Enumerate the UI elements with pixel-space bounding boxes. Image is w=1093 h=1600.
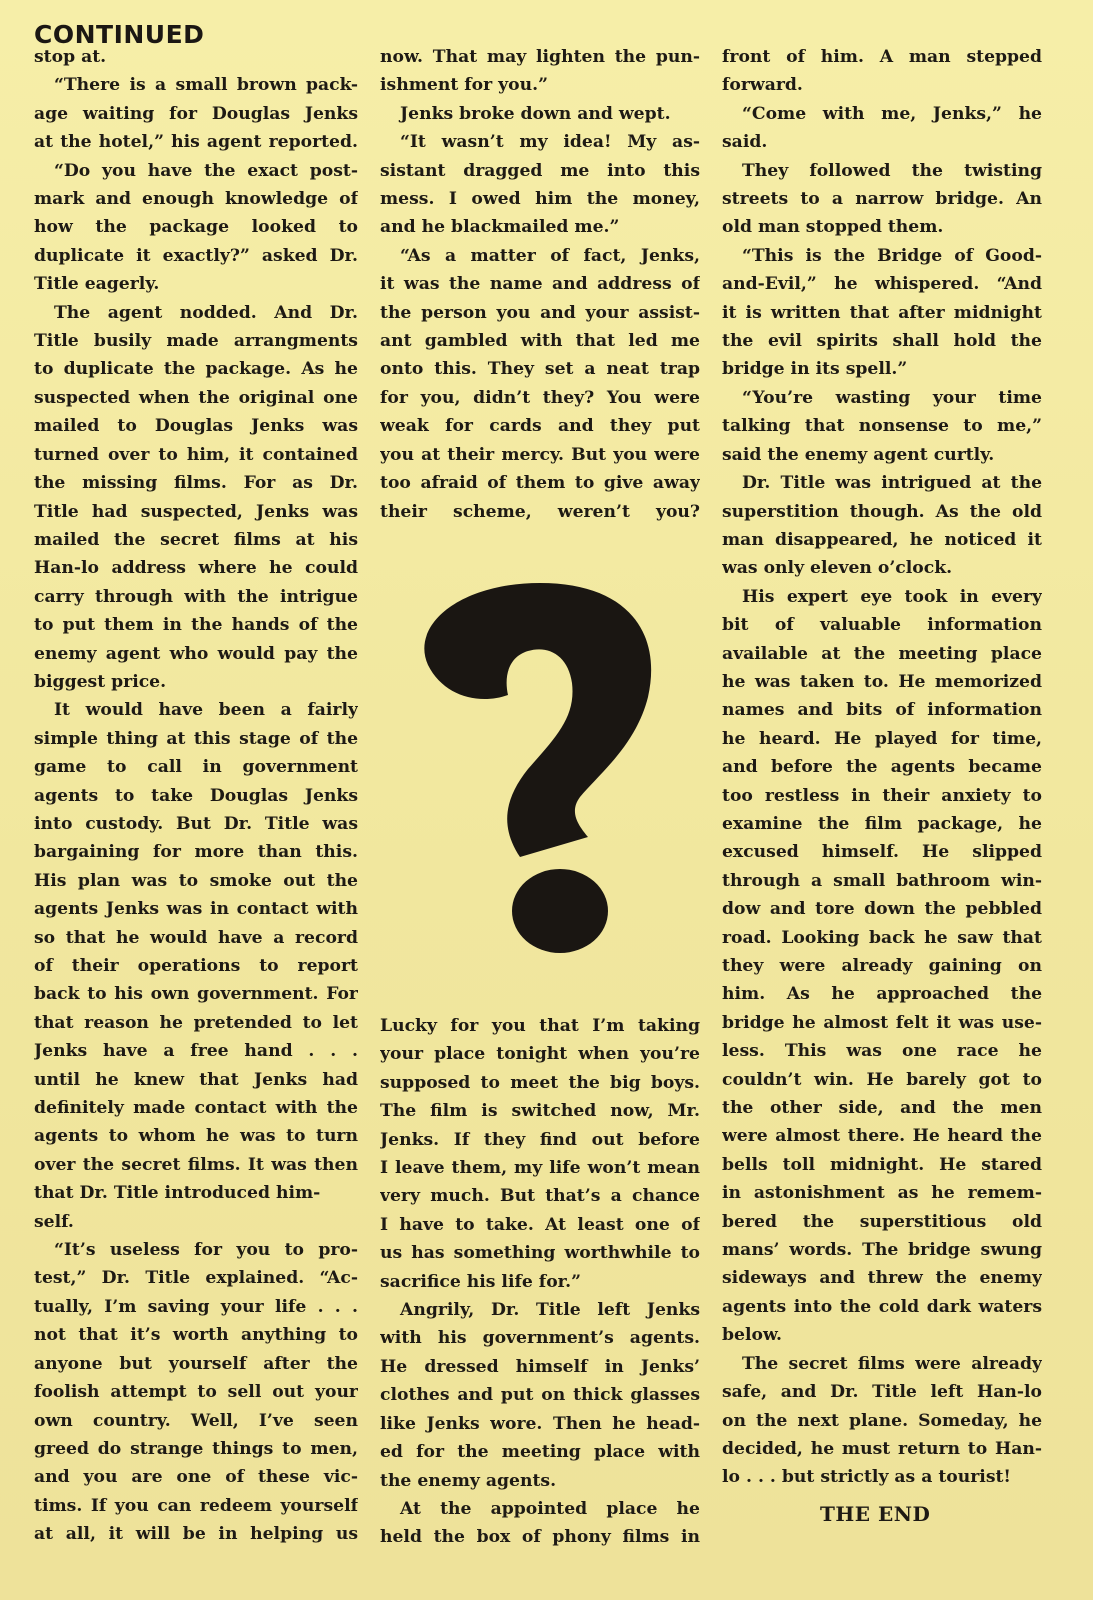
text-line: at all, it will be in helping us bbox=[34, 1524, 358, 1545]
question-mark-hook bbox=[424, 583, 651, 857]
text-line: bridge he almost felt it was use- bbox=[722, 1012, 1042, 1033]
text-line: tually, I’m saving your life . . . bbox=[34, 1296, 358, 1317]
text-line: The film is switched now, Mr. bbox=[380, 1101, 700, 1122]
text-line: agents to whom he was to turn bbox=[34, 1126, 358, 1147]
text-line: and he blackmailed me.” bbox=[380, 217, 620, 238]
text-line: it is written that after midnight bbox=[722, 302, 1042, 323]
text-line: names and bits of information bbox=[722, 700, 1042, 721]
column-left bbox=[34, 43, 358, 1549]
text-line: biggest price. bbox=[34, 671, 167, 692]
text-line: “Come with me, Jenks,” he bbox=[742, 103, 1042, 124]
text-line: greed do strange things to men, bbox=[34, 1438, 358, 1459]
text-line: bargaining for more than this. bbox=[34, 842, 358, 863]
text-line: Lucky for you that I’m taking bbox=[380, 1016, 700, 1036]
text-line: the other side, and the men bbox=[722, 1098, 1042, 1119]
text-line: lo . . . but strictly as a tourist! bbox=[722, 1467, 1011, 1488]
continued-heading: CONTINUED bbox=[34, 20, 205, 49]
text-line: they were already gaining on bbox=[722, 956, 1042, 976]
text-line: not that it’s worth anything to bbox=[34, 1325, 358, 1346]
text-line: “It wasn’t my idea! My as- bbox=[400, 132, 700, 153]
text-line: you at their mercy. But you were bbox=[380, 444, 700, 465]
text-line: bridge in its spell.” bbox=[722, 359, 908, 380]
text-line: mark and enough knowledge of bbox=[34, 189, 358, 210]
text-line: “This is the Bridge of Good- bbox=[742, 245, 1042, 266]
text-line: mailed to Douglas Jenks was bbox=[34, 416, 358, 437]
text-line: agents Jenks was in contact with bbox=[34, 899, 358, 920]
text-line: said the enemy agent curtly. bbox=[722, 444, 995, 465]
text-line: ed for the meeting place with bbox=[380, 1442, 700, 1463]
text-line: His plan was to smoke out the bbox=[34, 870, 358, 891]
text-line: superstition though. As the old bbox=[722, 501, 1042, 522]
text-line: safe, and Dr. Title left Han-lo bbox=[722, 1382, 1042, 1403]
text-line: less. This was one race he bbox=[722, 1041, 1042, 1062]
text-line: talking that nonsense to me,” bbox=[722, 416, 1042, 437]
text-line: how the package looked to bbox=[34, 217, 358, 238]
text-line: through a small bathroom win- bbox=[722, 870, 1042, 891]
text-line: like Jenks wore. Then he head- bbox=[380, 1413, 700, 1434]
text-line: “As a matter of fact, Jenks, bbox=[400, 245, 700, 266]
text-line: definitely made contact with the bbox=[34, 1098, 358, 1119]
text-line: agents into the cold dark waters bbox=[722, 1296, 1042, 1317]
text-line: enemy agent who would pay the bbox=[34, 643, 358, 664]
text-line: said. bbox=[722, 132, 768, 153]
text-line: below. bbox=[722, 1325, 782, 1346]
column-right bbox=[722, 43, 1042, 1492]
text-line: simple thing at this stage of the bbox=[34, 728, 358, 749]
text-line: ishment for you.” bbox=[380, 75, 548, 96]
text-line: “There is a small brown pack- bbox=[54, 75, 358, 96]
text-line: Han-lo address where he could bbox=[34, 558, 358, 579]
text-line: your place tonight when you’re bbox=[380, 1044, 700, 1065]
text-line: at the hotel,” his agent reported. bbox=[34, 132, 358, 153]
text-line: stop at. bbox=[34, 47, 107, 67]
text-line: very much. But that’s a chance bbox=[380, 1186, 700, 1207]
text-line: Title had suspected, Jenks was bbox=[34, 501, 358, 522]
question-mark-dot bbox=[512, 869, 608, 953]
text-line: so that he would have a record bbox=[34, 927, 358, 948]
text-line: anyone but yourself after the bbox=[34, 1353, 358, 1374]
text-line: him. As he approached the bbox=[722, 984, 1042, 1005]
text-line: bells toll midnight. He stared bbox=[722, 1154, 1042, 1175]
text-line: mans’ words. The bridge swung bbox=[722, 1240, 1042, 1261]
text-line: of their operations to report bbox=[34, 956, 358, 976]
column-middle-bottom bbox=[380, 1012, 700, 1552]
text-line: game to call in government bbox=[34, 757, 358, 778]
text-line: supposed to meet the big boys. bbox=[380, 1072, 700, 1093]
text-line: “It’s useless for you to pro- bbox=[54, 1240, 358, 1261]
text-line: ant gambled with that led me bbox=[380, 331, 700, 352]
text-line: examine the film package, he bbox=[722, 813, 1042, 834]
text-line: too afraid of them to give away bbox=[380, 473, 700, 494]
text-line: forward. bbox=[722, 75, 803, 96]
the-end-label: THE END bbox=[820, 1502, 931, 1526]
text-line: weak for cards and they put bbox=[380, 416, 700, 437]
text-line: road. Looking back he saw that bbox=[722, 927, 1042, 948]
text-line: Title eagerly. bbox=[34, 274, 160, 295]
text-line: old man stopped them. bbox=[722, 217, 944, 238]
text-line: the evil spirits shall hold the bbox=[722, 331, 1042, 352]
text-line: it was the name and address of bbox=[380, 274, 700, 295]
text-line: on the next plane. Someday, he bbox=[722, 1410, 1042, 1431]
text-line: The agent nodded. And Dr. bbox=[54, 302, 358, 323]
text-line: They followed the twisting bbox=[742, 160, 1042, 181]
text-line: over the secret films. It was then bbox=[34, 1154, 358, 1175]
text-line: The secret films were already bbox=[742, 1353, 1042, 1374]
text-line: back to his own government. For bbox=[34, 984, 358, 1005]
text-line: sacrifice his life for.” bbox=[380, 1271, 582, 1292]
text-line: and before the agents became bbox=[722, 757, 1042, 778]
text-line: self. bbox=[34, 1211, 74, 1232]
text-line: the enemy agents. bbox=[380, 1470, 557, 1491]
text-line: the missing films. For as Dr. bbox=[34, 473, 358, 494]
text-line: tims. If you can redeem yourself bbox=[34, 1495, 358, 1516]
text-line: couldn’t win. He barely got to bbox=[722, 1069, 1042, 1090]
text-line: excused himself. He slipped bbox=[722, 842, 1042, 863]
text-line: “You’re wasting your time bbox=[742, 387, 1042, 408]
text-line: turned over to him, it contained bbox=[34, 444, 358, 465]
text-line: decided, he must return to Han- bbox=[722, 1438, 1042, 1459]
text-line: I leave them, my life won’t mean bbox=[380, 1158, 700, 1179]
text-line: and you are one of these vic- bbox=[34, 1467, 358, 1488]
text-line: streets to a narrow bridge. An bbox=[722, 189, 1042, 210]
text-line: agents to take Douglas Jenks bbox=[34, 785, 358, 806]
text-line: was only eleven o’clock. bbox=[722, 558, 953, 579]
text-line: their scheme, weren’t you? bbox=[380, 501, 700, 522]
text-line: Angrily, Dr. Title left Jenks bbox=[400, 1300, 700, 1321]
text-line: that reason he pretended to let bbox=[34, 1012, 358, 1033]
text-line: duplicate it exactly?” asked Dr. bbox=[34, 245, 358, 266]
text-line: dow and tore down the pebbled bbox=[722, 899, 1042, 920]
text-line: bit of valuable information bbox=[722, 615, 1042, 636]
text-line: Jenks. If they find out before bbox=[380, 1129, 700, 1150]
text-line: man disappeared, he noticed it bbox=[722, 529, 1042, 550]
text-line: into custody. But Dr. Title was bbox=[34, 813, 358, 834]
text-line: now. That may lighten the pun- bbox=[380, 47, 700, 67]
text-line: Jenks have a free hand . . . bbox=[34, 1041, 358, 1062]
text-line: he was taken to. He memorized bbox=[722, 671, 1042, 692]
text-line: carry through with the intrigue bbox=[34, 586, 358, 607]
text-line: Title busily made arrangments bbox=[34, 331, 358, 352]
text-line: test,” Dr. Title explained. “Ac- bbox=[34, 1268, 358, 1289]
text-line: front of him. A man stepped bbox=[722, 47, 1042, 67]
text-line: His expert eye took in every bbox=[742, 586, 1042, 607]
text-line: sideways and threw the enemy bbox=[722, 1268, 1042, 1289]
text-line: “Do you have the exact post- bbox=[54, 160, 358, 181]
text-line: until he knew that Jenks had bbox=[34, 1069, 358, 1090]
text-line: mailed the secret films at his bbox=[34, 529, 358, 550]
text-line: He dressed himself in Jenks’ bbox=[380, 1356, 700, 1377]
text-line: were almost there. He heard the bbox=[722, 1126, 1042, 1147]
text-line: own country. Well, I’ve seen bbox=[34, 1410, 358, 1431]
text-line: mess. I owed him the money, bbox=[380, 189, 700, 210]
text-line: for you, didn’t they? You were bbox=[380, 387, 700, 408]
text-line: bered the superstitious old bbox=[722, 1211, 1042, 1232]
text-line: to duplicate the package. As he bbox=[34, 359, 358, 380]
text-line: suspected when the original one bbox=[34, 387, 358, 408]
text-line: clothes and put on thick glasses bbox=[380, 1385, 700, 1406]
text-line: available at the meeting place bbox=[722, 643, 1042, 664]
text-line: too restless in their anxiety to bbox=[722, 785, 1042, 806]
text-line: with his government’s agents. bbox=[380, 1328, 700, 1349]
text-line: and-Evil,” he whispered. “And bbox=[722, 274, 1042, 295]
text-line: that Dr. Title introduced him- bbox=[34, 1183, 321, 1204]
text-line: us has something worthwhile to bbox=[380, 1243, 700, 1264]
text-line: It would have been a fairly bbox=[54, 700, 358, 721]
text-line: the person you and your assist- bbox=[380, 302, 700, 323]
text-line: At the appointed place he bbox=[400, 1498, 700, 1519]
text-line: Jenks broke down and wept. bbox=[400, 103, 671, 124]
text-line: age waiting for Douglas Jenks bbox=[34, 103, 358, 124]
question-mark-icon bbox=[400, 565, 680, 965]
text-line: to put them in the hands of the bbox=[34, 615, 358, 636]
text-line: he heard. He played for time, bbox=[722, 728, 1042, 749]
column-middle-top bbox=[380, 43, 700, 526]
text-line: onto this. They set a neat trap bbox=[380, 359, 700, 380]
text-line: Dr. Title was intrigued at the bbox=[742, 473, 1042, 494]
text-line: I have to take. At least one of bbox=[380, 1214, 700, 1235]
text-line: in astonishment as he remem- bbox=[722, 1183, 1042, 1204]
text-line: sistant dragged me into this bbox=[380, 160, 700, 181]
text-line: held the box of phony films in bbox=[380, 1527, 700, 1548]
text-line: foolish attempt to sell out your bbox=[34, 1382, 358, 1403]
